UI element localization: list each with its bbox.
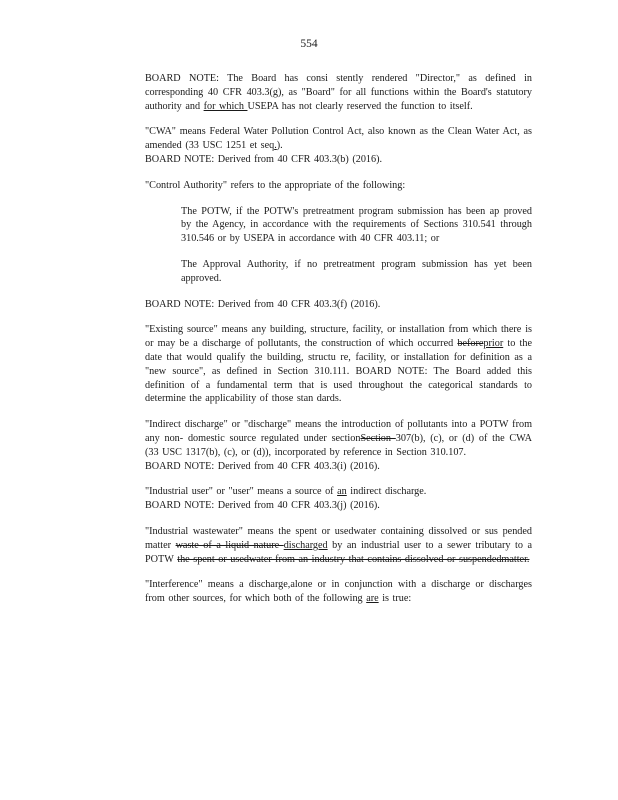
text-segment: waste of a liquid nature: [175, 539, 284, 551]
text-segment: Section: [360, 432, 396, 444]
definition-industrial-wastewater: [145, 525, 532, 566]
paragraph-gap: [145, 473, 532, 485]
text-segment: .: [274, 140, 277, 152]
text-segment: BOARD NOTE: Derived from 40 CFR 403.3(f) (2016).: [145, 298, 381, 310]
text-segment: "Existing source" means any building, structure, facility, or installation from which there is or may be a discharge of pollutants,: [145, 324, 532, 350]
text-segment: 307(b), (c), or (d) of the CWA (33 USC 1317(b), (c), or (d)), incorporated by reference in Section 310.107.: [145, 432, 533, 458]
paragraph-gap: [145, 193, 532, 205]
text-segment: The Approval Authority, if no pretreatment program submission has yet been approved.: [181, 258, 532, 284]
text-segment: to the date that would qualify the building, structu re, facility, or installation for definition as a "new source", as defined in Section 310.111. BOARD NOTE: The Board added this definition of a fundamental term that is used throughout the categorical standards to determine the applicability of those stan dards.: [145, 338, 532, 405]
control-authority-approval: [181, 258, 532, 286]
paragraph-gap: [145, 286, 532, 298]
text-segment: BOARD NOTE: The Board has consi stently rendered "Director," as defined in corresponding 40 CFR 403.3(: [145, 73, 532, 98]
board-note-industrial-user: [145, 499, 532, 513]
text-segment: the construction of which occurred: [304, 338, 458, 350]
text-segment: BOARD NOTE: Derived from 40 CFR 403.3(i) (2016).: [145, 460, 380, 472]
text-segment: for which: [203, 100, 248, 112]
paragraph-gap: [145, 566, 532, 578]
board-note-indirect-discharge: [145, 460, 532, 474]
board-note-director: [145, 72, 532, 113]
paragraph-gap: [145, 406, 532, 418]
text-segment: USEPA has not clearly reserved the function to itself.: [247, 100, 473, 112]
text-segment: by an industrial user to a sewer tributary to a POTW: [145, 539, 532, 565]
paragraph-gap: [145, 167, 532, 179]
text-segment: The POTW, if the POTW's pretreatment program submission has been ap proved by the Agency, in accordance with the requirements of Sections 310.541 through 310.546 or by USEPA in accordance with 40 CFR 403.11; or: [181, 205, 532, 245]
text-segment: ), as "Board" for all functions within the Board's statutory authority and: [145, 86, 532, 112]
paragraph-gap: [145, 513, 532, 525]
page-number: 554: [300, 38, 318, 50]
text-segment: "Industrial user" or "user" means a source of: [145, 486, 338, 498]
text-segment: an: [337, 486, 347, 498]
text-segment: the spent or usedwater from an industry that contains dissolved or suspendedmatter.: [177, 553, 530, 565]
document-body: [145, 72, 532, 606]
paragraph-gap: [145, 311, 532, 323]
text-segment: "CWA" means Federal Water Pollution Control Act, also known as the Clean Water Act, as amended (33 USC 1251 et seq: [145, 126, 532, 152]
text-segment: prior: [483, 338, 504, 350]
text-segment: BOARD NOTE: Derived from 40 CFR 403.3(j) (2016).: [145, 500, 380, 512]
text-segment: are: [366, 593, 379, 605]
text-segment: "Control Authority" refers to the appropriate of the following:: [145, 179, 406, 191]
text-segment: indirect discharge.: [346, 486, 427, 498]
text-segment: discharged: [283, 539, 328, 551]
board-note-cwa: [145, 153, 532, 167]
board-note-control-authority: [145, 298, 532, 312]
text-segment: "Indirect discharge" or "discharge" means the introduction of pollutants into a POTW from any non- domestic source regulated under section: [145, 419, 532, 444]
text-segment: BOARD NOTE: Derived from 40 CFR 403.3(b) (2016).: [145, 153, 383, 165]
paragraph-gap: [145, 246, 532, 258]
paragraph-gap: [145, 113, 532, 125]
definition-cwa: [145, 125, 532, 153]
text-segment: before: [457, 338, 484, 350]
definition-indirect-discharge: [145, 418, 532, 459]
definition-existing-source: [145, 323, 532, 406]
text-segment: is true:: [378, 593, 412, 605]
definition-industrial-user: [145, 485, 532, 499]
text-segment: "Industrial wastewater" means the spent or usedwater containing dissolved or sus pended matter: [145, 525, 532, 551]
text-segment: "Interference" means a discharge,alone or in conjunction with a discharge or discharges from other sources, for which both of the following: [145, 579, 532, 605]
definition-interference: [145, 578, 532, 606]
text-segment: ).: [276, 140, 283, 152]
definition-control-authority: [145, 179, 532, 193]
text-segment: g: [272, 86, 278, 98]
control-authority-potw: [181, 205, 532, 246]
